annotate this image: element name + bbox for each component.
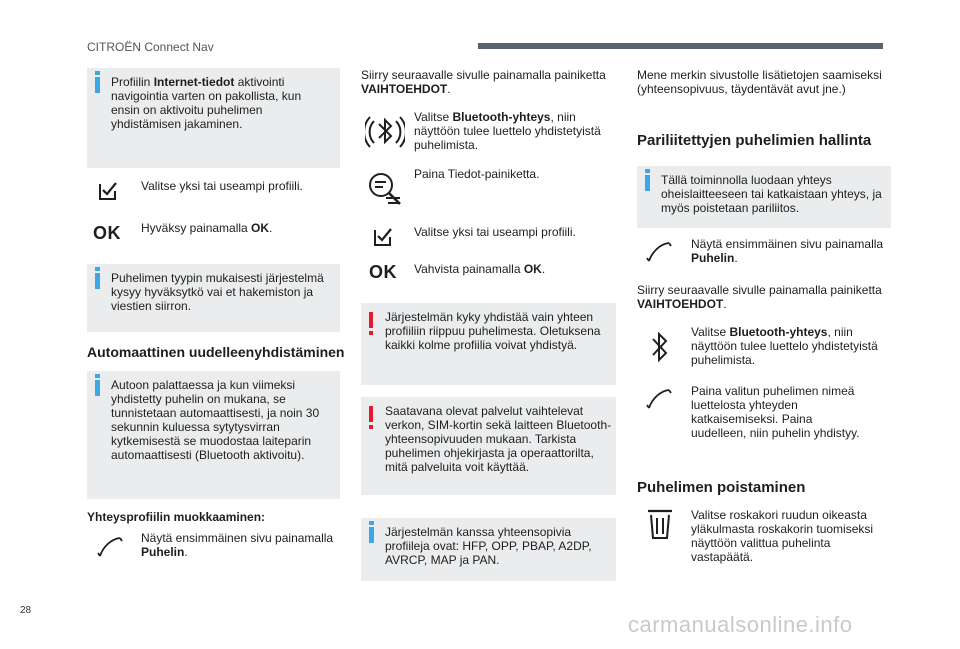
info-text: Puhelimen tyypin mukaisesti järjestelmä kysyy hyväksytkö vai et hakemiston ja viestien siirron. (111, 271, 324, 313)
bluetooth-signal-icon (365, 112, 405, 152)
step-accept-ok: Hyväksy painamalla OK. (141, 221, 273, 235)
checkbox-icon (372, 226, 394, 248)
step-delete-phone: Valitse roskakori ruudun oikeasta yläkulmasta roskakorin tuomiseksi näyttöön valittua puhelinta vastapäätä. (691, 508, 874, 564)
step-show-phone: Näytä ensimmäinen sivu painamalla Puhelin. (141, 531, 334, 559)
step-select-profiles-2: Valitse yksi tai useampi profiili. (414, 225, 576, 239)
step-disconnect-phone: Paina valitun puhelimen nimeä luettelosta yhteyden katkaisemiseksi. Paina uudelleen, niin puhelin yhdistyy. (691, 384, 860, 440)
phone-icon (646, 240, 672, 264)
warning-text: Saatavana olevat palvelut vaihtelevat verkon, SIM-kortin sekä laitteen Bluetooth-yhteensopivuuden mukaan. Tarkista puhelimen ohjekirjasta ja operaattorilta, mitä palveluita voit käyttää. (385, 404, 612, 474)
warning-box-services (361, 397, 616, 495)
info-box-transfer (87, 264, 340, 332)
page-number: 28 (20, 605, 32, 616)
section-heading-paired-phones: Pariliitettyjen puhelimien hallinta (637, 132, 872, 149)
section-heading-auto-reconnect: Automaattinen uudelleenyhdistäminen (87, 344, 345, 360)
info-box-profiles (361, 518, 616, 581)
warning-icon (369, 406, 373, 422)
bluetooth-icon (650, 330, 670, 364)
ok-icon: OK (369, 262, 397, 282)
step-confirm-ok: Vahvista painamalla OK. (414, 262, 546, 276)
warning-text: Järjestelmän kyky yhdistää vain yhteen profiiliin riippuu puhelimesta. Oletuksena kaikki kolme profiilia voivat yhdistyä. (385, 310, 601, 352)
step-bluetooth-connection-2: Valitse Bluetooth-yhteys, niin näyttöön tulee luettelo yhdistetyistä puhelimista. (691, 325, 878, 367)
warning-box-profile (361, 303, 616, 385)
section-heading-delete-phone: Puhelimen poistaminen (637, 479, 806, 496)
info-text: Profiilin Internet-tiedot aktivointi navigointia varten on pakollista, kun ensin on aktivoitu puhelimen yhdistämisen jakaminen. (111, 75, 302, 131)
info-text: Järjestelmän kanssa yhteensopivia profiileja ovat: HFP, OPP, PBAP, A2DP, AVRCP, MAP ja PAN. (385, 525, 592, 567)
info-icon (95, 273, 100, 289)
header-bar (478, 43, 883, 49)
ok-icon: OK (93, 223, 121, 243)
phone-icon (646, 387, 672, 411)
phone-icon (97, 535, 123, 559)
intro-website: Mene merkin sivustolle lisätietojen saamiseksi (yhteensopivuus, täydentävät avut jne.) (637, 68, 882, 96)
info-box-internet-data (87, 68, 340, 168)
search-details-icon (366, 170, 404, 208)
running-header: CITROËN Connect Nav (87, 40, 214, 54)
step-bluetooth-connection: Valitse Bluetooth-yhteys, niin näyttöön tulee luettelo yhdistetyistä puhelimista. (414, 110, 601, 152)
info-text: Autoon palattaessa ja kun viimeksi yhdistetty puhelin on mukana, se tunnistetaan automaattisesti, ja noin 30 sekunnin kuluessa sytytysvirran kytkemisestä se muodostaa laiteparin automaattisesti (Bluetooth aktivoitu). (111, 378, 320, 462)
warning-icon (369, 312, 373, 328)
trash-icon (647, 508, 673, 540)
info-icon (95, 380, 100, 396)
step-press-details: Paina Tiedot-painiketta. (414, 167, 540, 181)
subheading-edit-profile: Yhteysprofiilin muokkaaminen: (87, 510, 266, 524)
info-box-pairing (637, 166, 891, 228)
watermark: carmanualsonline.info (628, 612, 853, 637)
info-text: Tällä toiminnolla luodaan yhteys oheislaitteeseen tai katkaistaan yhteys, ja myös poistetaan pariliitos. (661, 173, 882, 215)
intro-options-2: Siirry seuraavalle sivulle painamalla painiketta VAIHTOEHDOT. (637, 283, 882, 311)
info-icon (95, 77, 100, 93)
info-icon (645, 175, 650, 191)
info-box-auto-reconnect (87, 371, 340, 499)
info-icon (369, 527, 374, 543)
step-show-phone: Näytä ensimmäinen sivu painamalla Puhelin. (691, 237, 884, 265)
intro-options: Siirry seuraavalle sivulle painamalla painiketta VAIHTOEHDOT. (361, 68, 606, 96)
step-select-profiles: Valitse yksi tai useampi profiili. (141, 179, 303, 193)
checkbox-icon (97, 180, 119, 202)
